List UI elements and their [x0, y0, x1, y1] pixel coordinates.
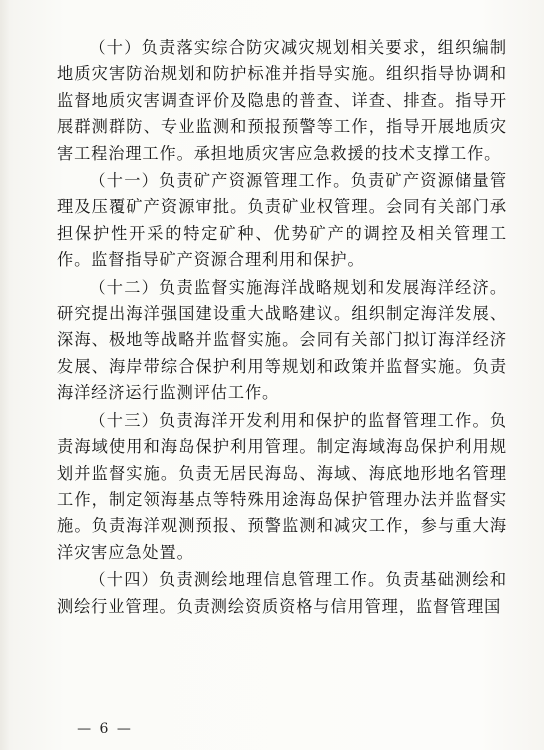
- page-number: — 6 —: [77, 721, 133, 737]
- paragraph-item-12: （十二）负责监督实施海洋战略规划和发展海洋经济。研究提出海洋强国建设重大战略建议。组织制定海洋发展、深海、极地等战略并监督实施。会同有关部门拟订海洋经济发展、海岸带综合保护利用等规划和政策并监督实施。负责海洋经济运行监测评估工作。: [57, 277, 507, 403]
- paragraph-item-13: （十三）负责海洋开发利用和保护的监督管理工作。负责海域使用和海岛保护利用管理。制定海域海岛保护利用规划并监督实施。负责无居民海岛、海域、海底地形地名管理工作，制定领海基点等特殊用途海岛保护管理办法并监督实施。负责海洋观测预报、预警监测和减灾工作，参与重大海洋灾害应急处置。: [57, 410, 507, 562]
- paragraph-item-10: （十）负责落实综合防灾减灾规划相关要求，组织编制地质灾害防治规划和防护标准并指导实施。组织指导协调和监督地质灾害调查评价及隐患的普查、详查、排查。指导开展群测群防、专业监测和预报预警等工作，指导开展地质灾害工程治理工作。承担地质灾害应急救援的技术支撑工作。: [57, 38, 507, 163]
- paragraph-item-14: （十四）负责测绘地理信息管理工作。负责基础测绘和测绘行业管理。负责测绘资质资格与信用管理，监督管理国: [57, 570, 507, 616]
- paragraph-item-11: （十一）负责矿产资源管理工作。负责矿产资源储量管理及压覆矿产资源审批。负责矿业权管理。会同有关部门承担保护性开采的特定矿种、优势矿产的调控及相关管理工作。监督指导矿产资源合理利用和保护。: [57, 171, 507, 270]
- document-body: [57, 35, 507, 621]
